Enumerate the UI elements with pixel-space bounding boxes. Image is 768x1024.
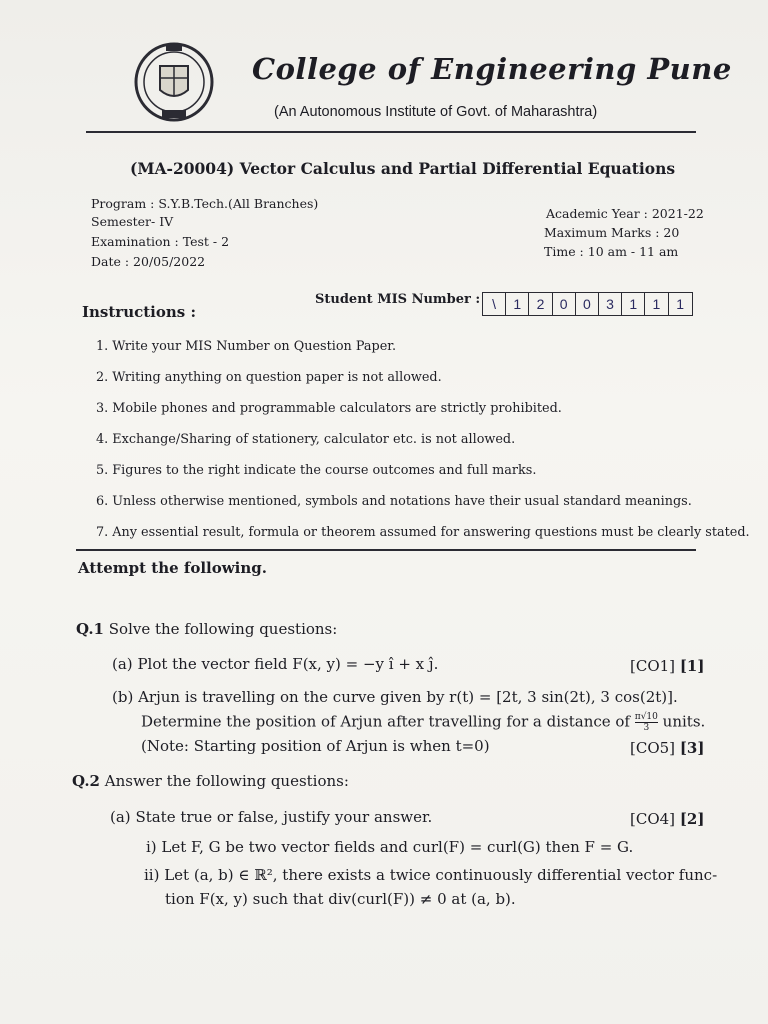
q2a-part-i: i) Let F, G be two vector fields and curl(F) = curl(G) then F = G. (146, 838, 634, 856)
q2-number: Q.2 (72, 772, 100, 790)
college-affiliation: (An Autonomous Institute of Govt. of Maharashtra) (274, 104, 598, 120)
instruction-item: 4. Exchange/Sharing of stationery, calculator etc. is not allowed. (96, 432, 516, 447)
q2a-course-outcome: [CO4] (630, 810, 676, 828)
q2a-part-ii-line1: ii) Let (a, b) ∈ ℝ², there exists a twice continuously differential vector func- (144, 866, 718, 884)
q1-number: Q.1 (76, 620, 104, 638)
q1b-distance-fraction (635, 712, 658, 733)
instruction-item: 2. Writing anything on question paper is not allowed. (96, 370, 442, 385)
college-name: College of Engineering Pune (252, 52, 732, 86)
q1-heading (76, 620, 337, 638)
q2a-text: State true or false, justify your answer. (135, 808, 433, 826)
meta-time: Time : 10 am - 11 am (544, 244, 679, 259)
meta-maximum-marks: Maximum Marks : 20 (544, 225, 680, 240)
college-seal-logo (132, 40, 216, 124)
q2-text: Answer the following questions: (104, 772, 349, 790)
mis-digit-box[interactable]: 3 (599, 293, 622, 315)
q1a-label: (a) (112, 655, 133, 673)
q1b-line1 (112, 688, 678, 706)
q1b-text-line2-end: units. (662, 712, 706, 731)
q2a-label: (a) (110, 808, 131, 826)
mis-digit-box[interactable]: 1 (622, 293, 645, 315)
mis-digit-box[interactable]: 1 (506, 293, 529, 315)
instruction-item: 5. Figures to the right indicate the course outcomes and full marks. (96, 463, 537, 478)
q1a-marks: [1] (679, 657, 705, 675)
mis-digit-box[interactable]: 0 (576, 293, 599, 315)
instruction-item: 3. Mobile phones and programmable calculators are strictly prohibited. (96, 401, 562, 416)
q1b-tags (630, 739, 704, 757)
q1-text: Solve the following questions: (108, 620, 338, 638)
meta-academic-year: Academic Year : 2021-22 (546, 206, 704, 221)
q1b-text-line2: Determine the position of Arjun after travelling for a distance of (141, 712, 630, 731)
q1b-label: (b) (112, 688, 134, 706)
q1b-line2 (141, 712, 705, 733)
q1a-text: Plot the vector field F(x, y) = −y î + x ĵ. (137, 655, 439, 673)
mis-digit-box[interactable]: 0 (553, 293, 576, 315)
instruction-item: 6. Unless otherwise mentioned, symbols and notations have their usual standard meanings. (96, 494, 692, 509)
q2a-part-ii-line2: tion F(x, y) such that div(curl(F)) ≠ 0 at (a, b). (165, 890, 516, 908)
q1b-text-line1: Arjun is travelling on the curve given by r(t) = [2t, 3 sin(2t), 3 cos(2t)]. (138, 688, 678, 706)
header-divider (86, 131, 696, 133)
instructions-heading: Instructions : (82, 303, 196, 321)
q2-heading (72, 772, 349, 790)
q1b-fraction-denominator: 3 (643, 723, 650, 733)
mis-digit-box[interactable]: 2 (529, 293, 552, 315)
q2a-line (110, 808, 432, 826)
meta-examination: Examination : Test - 2 (91, 234, 230, 249)
q1a-course-outcome: [CO1] (630, 657, 676, 675)
mis-number-boxes[interactable] (482, 292, 693, 316)
q2a-tags (630, 810, 704, 828)
q1b-marks: [3] (679, 739, 705, 757)
q1b-course-outcome: [CO5] (630, 739, 676, 757)
q2a-marks: [2] (679, 810, 705, 828)
q1a-tags (630, 657, 704, 675)
instruction-item: 7. Any essential result, formula or theorem assumed for answering questions must be clearly stated. (96, 525, 750, 540)
course-title: (MA-20004) Vector Calculus and Partial Differential Equations (130, 159, 676, 178)
instructions-divider (76, 549, 696, 551)
mis-digit-box[interactable]: 1 (645, 293, 668, 315)
meta-date: Date : 20/05/2022 (91, 254, 206, 269)
q1a-line (112, 655, 438, 673)
meta-program: Program : S.Y.B.Tech.(All Branches) (91, 196, 319, 211)
attempt-heading: Attempt the following. (78, 559, 267, 577)
q1b-fraction-numerator: π√10 (634, 712, 658, 722)
q1b-line3: (Note: Starting position of Arjun is when t=0) (141, 737, 490, 755)
mis-number-label: Student MIS Number : (315, 292, 481, 307)
mis-digit-box[interactable]: 1 (676, 296, 684, 312)
meta-semester: Semester- IV (91, 214, 174, 229)
mis-digit-box[interactable]: \ (483, 293, 506, 315)
instruction-item: 1. Write your MIS Number on Question Paper. (96, 339, 397, 354)
